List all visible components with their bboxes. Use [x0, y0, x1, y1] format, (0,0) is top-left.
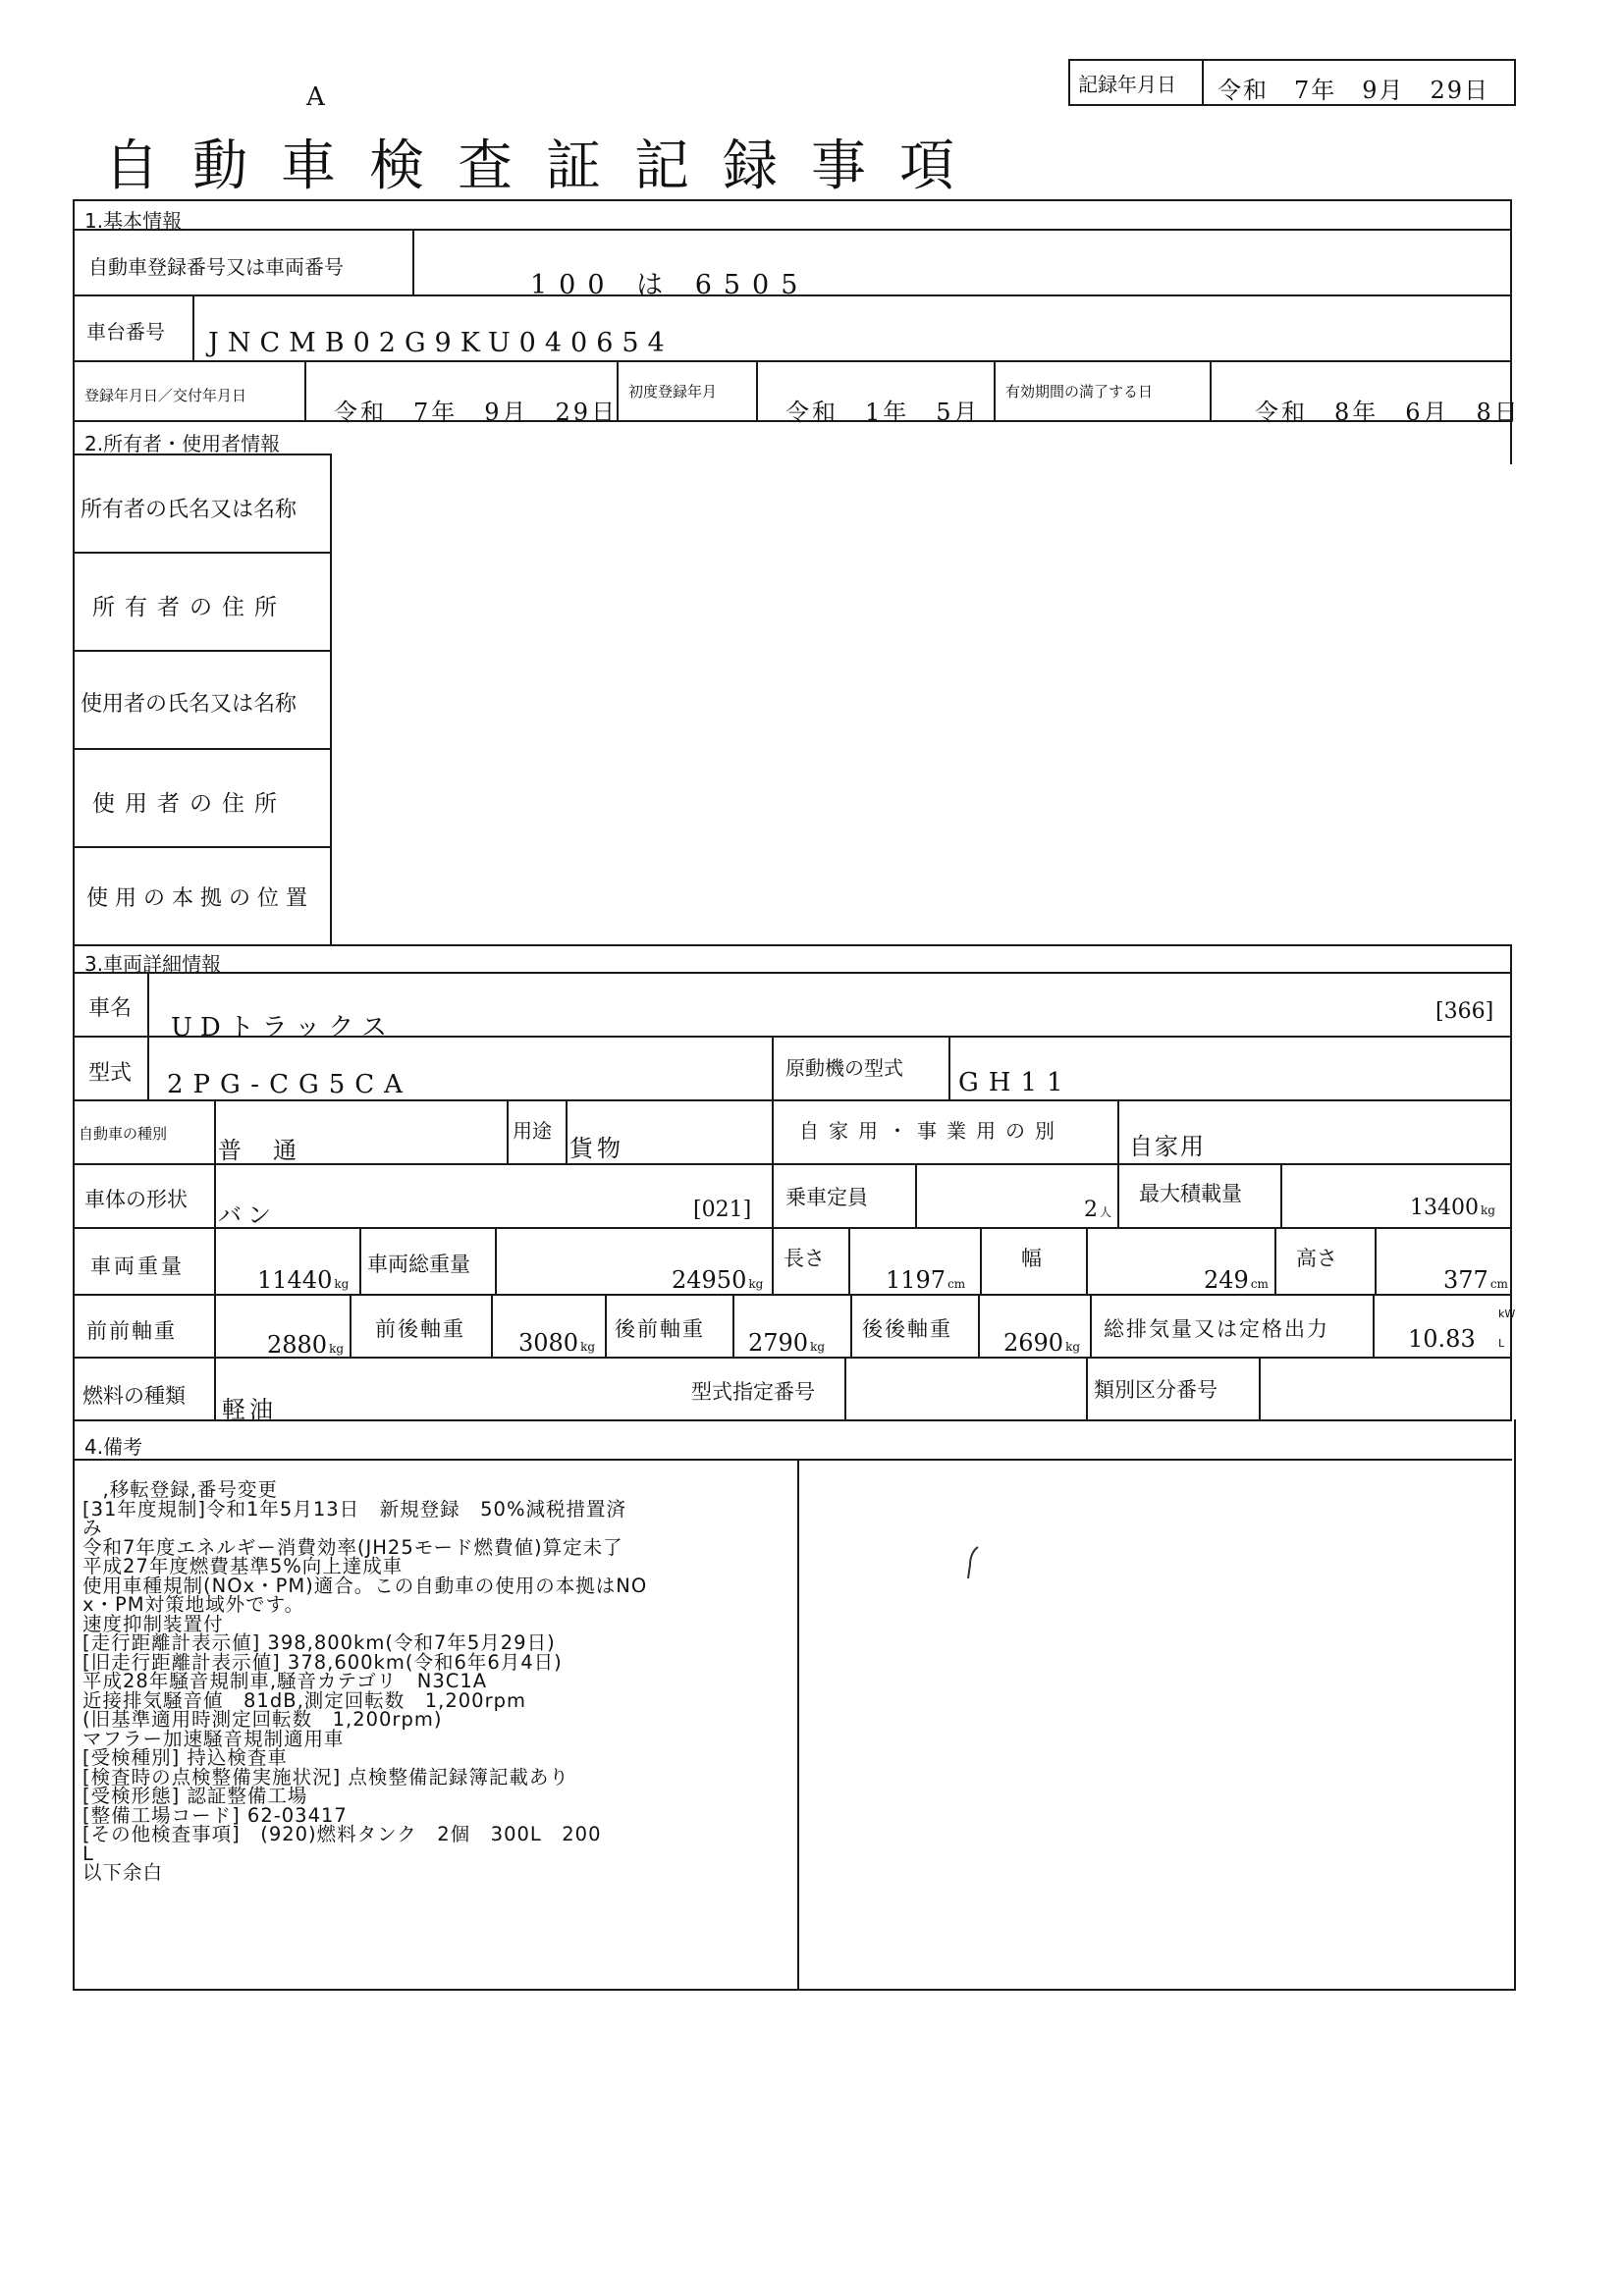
- remark-line: [受検形態] 認証整備工場: [82, 1785, 308, 1807]
- corner-mark: A: [306, 82, 325, 112]
- fr-axle-number: 3080: [518, 1329, 579, 1357]
- displacement-number: 10.83: [1408, 1325, 1476, 1353]
- remark-line: [走行距離計表示値] 398,800km(令和7年5月29日): [82, 1631, 556, 1654]
- document-title: 自動車検査証記録事項: [104, 134, 988, 198]
- record-date-value: 令和 7年 9月 29日: [1217, 77, 1490, 104]
- capacity-unit: 人: [1100, 1205, 1112, 1219]
- width-value: [1204, 1266, 1269, 1294]
- max-load-unit: kg: [1481, 1203, 1495, 1217]
- reg-no-value: 100 は 6505: [530, 270, 810, 300]
- engine-value: GH11: [958, 1068, 1073, 1097]
- capacity-value: [1084, 1198, 1111, 1222]
- remark-line: [その他検査事項] (920)燃料タンク 2個 300L 200: [82, 1823, 602, 1845]
- vehicle-name-code: [366]: [1435, 999, 1494, 1024]
- displacement-unit-l: L: [1498, 1337, 1505, 1350]
- rf-axle-label: 後前軸重: [615, 1317, 705, 1341]
- body-shape-code: [021]: [693, 1198, 752, 1222]
- fuel-label: 燃料の種類: [82, 1384, 186, 1408]
- vehicle-weight-unit: kg: [334, 1277, 350, 1291]
- fr-axle-unit: kg: [580, 1340, 596, 1354]
- record-date-label: 記録年月日: [1078, 73, 1176, 96]
- gross-weight-number: 24950: [672, 1266, 747, 1294]
- vehicle-name-value: UDトラックス: [171, 1013, 395, 1042]
- section-basic-title: 1.基本情報: [84, 209, 183, 233]
- max-load-value: [1410, 1196, 1495, 1220]
- displacement-value: [1408, 1325, 1476, 1353]
- displacement-label: 総排気量又は定格出力: [1104, 1317, 1329, 1341]
- section-notes-title: 4.備考: [84, 1435, 143, 1459]
- gross-weight-value: [672, 1266, 763, 1294]
- remark-line: (旧基準適用時測定回転数 1,200rpm): [82, 1708, 443, 1731]
- max-load-number: 13400: [1410, 1196, 1479, 1220]
- vehicle-name-label: 車名: [88, 996, 133, 1021]
- length-number: 1197: [886, 1266, 947, 1294]
- remark-line: [受検種別] 持込検査車: [82, 1746, 288, 1769]
- gross-weight-label: 車両総重量: [367, 1253, 470, 1276]
- rf-axle-unit: kg: [810, 1340, 826, 1354]
- width-number: 249: [1204, 1266, 1249, 1294]
- expiry-label: 有効期間の満了する日: [1005, 383, 1154, 400]
- remark-line: [整備工場コード] 62-03417: [82, 1803, 348, 1827]
- private-business-label: 自家用・事業用の別: [799, 1119, 1064, 1143]
- vehicle-weight-value: [257, 1266, 349, 1294]
- remark-line: ,移転登録,番号変更: [82, 1478, 278, 1501]
- fuel-value: 軽油: [222, 1396, 277, 1423]
- model-label: 型式: [88, 1061, 133, 1086]
- first-reg-value: 令和 1年 5月: [785, 399, 981, 426]
- remark-line: 近接排気騒音値 81dB,測定回転数 1,200rpm: [82, 1688, 526, 1712]
- user-address-label: 使用者の住所: [92, 791, 287, 817]
- fr-axle-value: [518, 1329, 595, 1357]
- first-reg-label: 初度登録年月: [628, 383, 718, 400]
- private-business-value: 自家用: [1129, 1133, 1206, 1160]
- type-number-label: 型式指定番号: [691, 1380, 815, 1404]
- chassis-value: JNCMB02G9KU040654: [208, 328, 674, 358]
- owner-address-label: 所有者の住所: [92, 595, 287, 620]
- height-unit: cm: [1489, 1277, 1508, 1291]
- remark-line: 使用車種規制(NOx・PM)適合。この自動車の使用の本拠はNO: [82, 1574, 648, 1597]
- capacity-number: 2: [1084, 1198, 1098, 1222]
- remark-line: x・PM対策地域外です。: [82, 1593, 305, 1616]
- kind-value: 普 通: [218, 1137, 300, 1164]
- remark-line: [旧走行距離計表示値] 378,600km(令和6年6月4日): [82, 1650, 563, 1674]
- user-name-label: 使用者の氏名又は名称: [81, 692, 298, 717]
- reg-no-label: 自動車登録番号又は車両番号: [88, 255, 344, 279]
- vehicle-weight-label: 車両重量: [90, 1255, 185, 1278]
- height-value: [1443, 1266, 1508, 1294]
- length-label: 長さ: [784, 1247, 825, 1270]
- width-label: 幅: [1021, 1247, 1042, 1270]
- reg-date-label: 登録年月日／交付年月日: [84, 387, 247, 404]
- remark-line: [検査時の点検整備実施状況] 点検整備記録簿記載あり: [82, 1765, 569, 1789]
- base-location-label: 使用の本拠の位置: [86, 886, 315, 911]
- rf-axle-number: 2790: [748, 1329, 809, 1357]
- model-value: 2PG-CG5CA: [167, 1070, 412, 1099]
- remark-line: マフラー加速騒音規制適用車: [82, 1727, 345, 1750]
- ff-axle-value: [267, 1331, 344, 1359]
- body-shape-value: バン: [218, 1201, 277, 1229]
- expiry-value: 令和 8年 6月 8日: [1255, 399, 1521, 426]
- section-vehicle-title: 3.車両詳細情報: [84, 952, 222, 976]
- use-label: 用途: [513, 1119, 552, 1143]
- remark-line: 以下余白: [82, 1861, 164, 1884]
- remark-line: L: [82, 1842, 94, 1865]
- rr-axle-label: 後後軸重: [862, 1317, 952, 1341]
- capacity-label: 乗車定員: [785, 1186, 868, 1209]
- body-shape-label: 車体の形状: [84, 1188, 188, 1211]
- scan-mark: [960, 1543, 990, 1592]
- vehicle-weight-number: 11440: [257, 1266, 333, 1294]
- rf-axle-value: [748, 1329, 825, 1357]
- remark-line: み: [82, 1517, 103, 1539]
- length-unit: cm: [947, 1277, 966, 1291]
- section-owner-title: 2.所有者・使用者情報: [84, 432, 281, 455]
- fr-axle-label: 前後軸重: [375, 1317, 465, 1341]
- reg-date-value: 令和 7年 9月 29日: [334, 399, 619, 426]
- max-load-label: 最大積載量: [1139, 1182, 1242, 1205]
- displacement-unit-kw: kW: [1498, 1308, 1516, 1320]
- engine-label: 原動機の型式: [785, 1056, 903, 1080]
- ff-axle-label: 前前軸重: [86, 1319, 177, 1343]
- length-value: [886, 1266, 965, 1294]
- remark-line: [31年度規制]令和1年5月13日 新規登録 50%減税措置済: [82, 1497, 626, 1521]
- chassis-label: 車台番号: [86, 320, 165, 344]
- width-unit: cm: [1250, 1277, 1269, 1291]
- height-number: 377: [1443, 1266, 1488, 1294]
- ff-axle-number: 2880: [267, 1331, 328, 1359]
- rr-axle-value: [1003, 1329, 1080, 1357]
- gross-weight-unit: kg: [748, 1277, 764, 1291]
- rr-axle-unit: kg: [1065, 1340, 1081, 1354]
- owner-name-label: 所有者の氏名又は名称: [81, 498, 298, 522]
- kind-label: 自動車の種別: [79, 1125, 168, 1143]
- remark-line: 令和7年度エネルギー消費効率(JH25モード燃費値)算定未了: [82, 1535, 623, 1559]
- class-number-label: 類別区分番号: [1094, 1378, 1217, 1402]
- height-label: 高さ: [1296, 1247, 1337, 1270]
- remark-line: 平成28年騒音規制車,騒音カテゴリ N3C1A: [82, 1670, 488, 1692]
- ff-axle-unit: kg: [329, 1342, 345, 1356]
- remarks-text: [82, 1480, 799, 1883]
- remark-line: 速度抑制装置付: [82, 1612, 224, 1635]
- use-value: 貨物: [569, 1135, 624, 1162]
- rr-axle-number: 2690: [1003, 1329, 1064, 1357]
- remark-line: 平成27年度燃費基準5%向上達成車: [82, 1555, 404, 1577]
